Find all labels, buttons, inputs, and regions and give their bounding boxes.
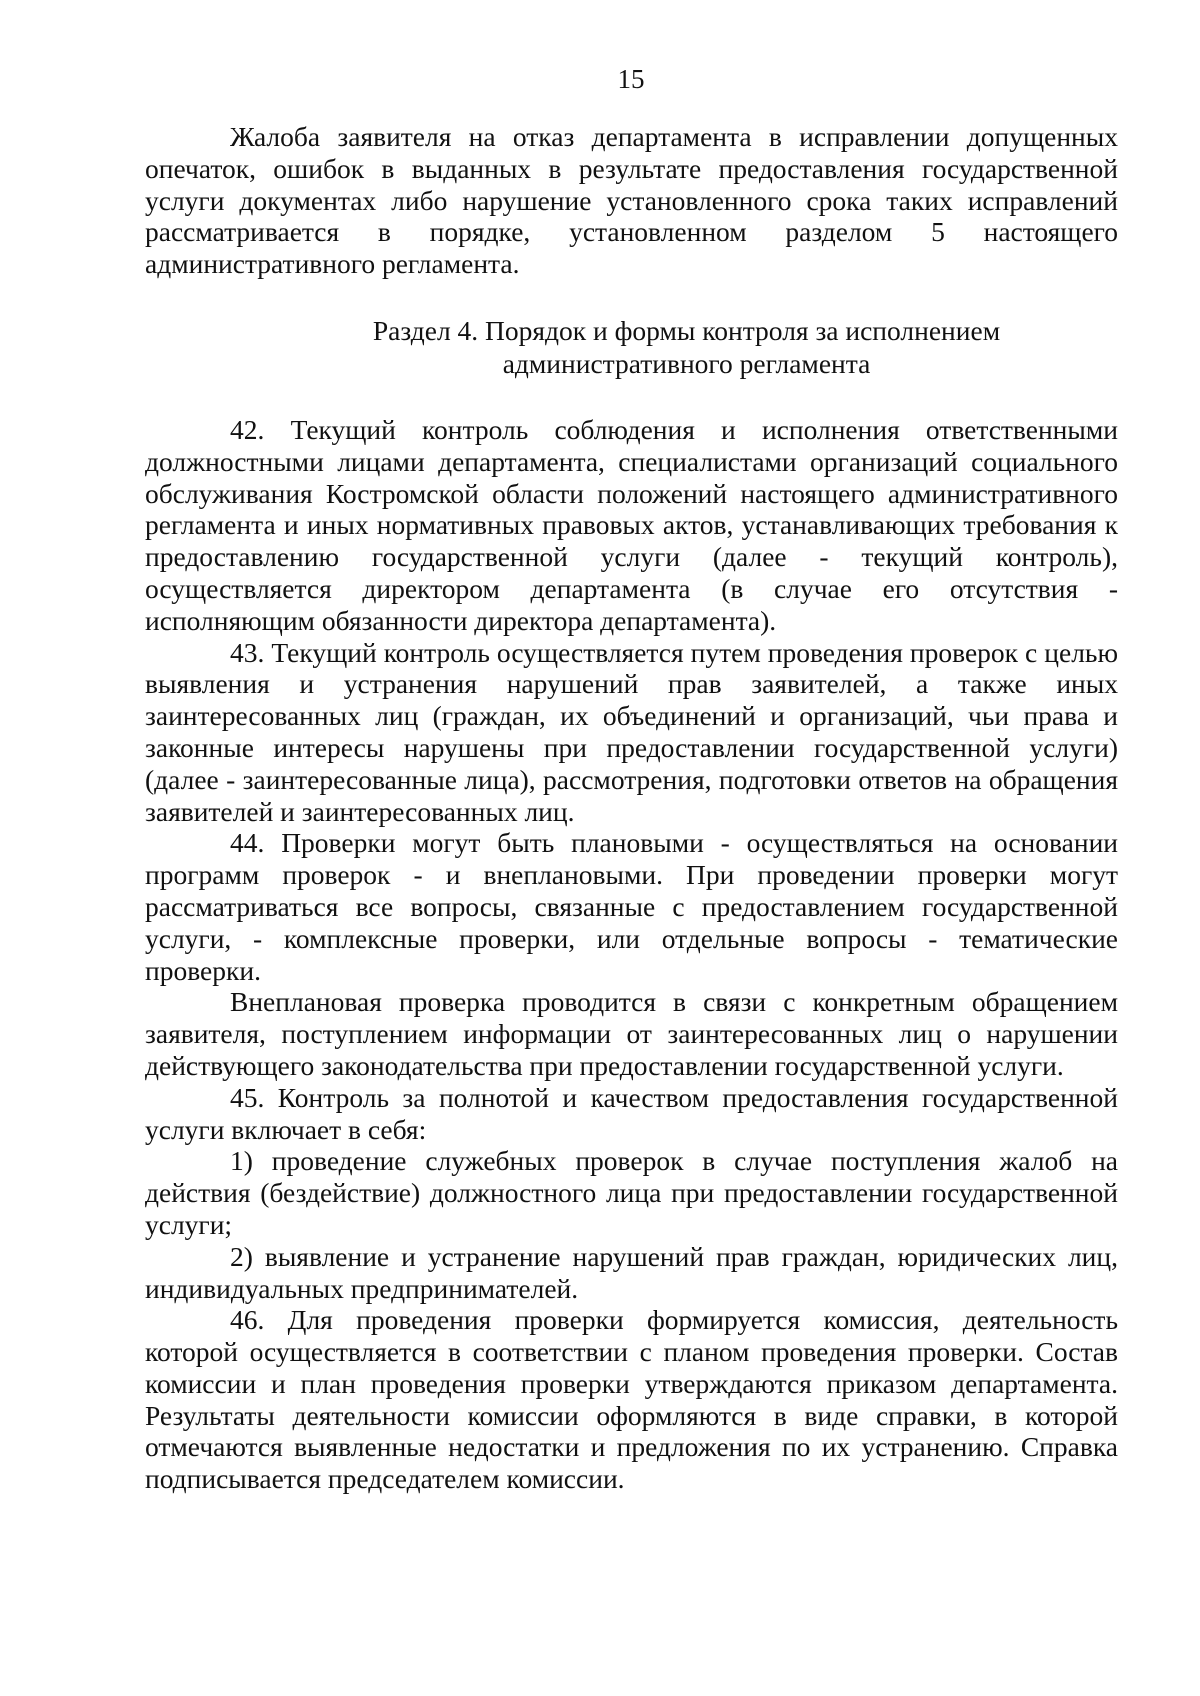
section-heading-line-2: административного регламента [502, 347, 871, 379]
paragraph-45-item-2: 2) выявление и устранение нарушений прав граждан, юридических лиц, индивидуальных предпринимателей. [145, 1240, 1118, 1304]
section-heading-line-1: Раздел 4. Порядок и формы контроля за исполнением [372, 314, 1001, 346]
page-number: 15 [617, 64, 645, 94]
section-heading [145, 314, 1118, 380]
paragraph-43: 43. Текущий контроль осуществляется путем проведения проверок с целью выявления и устранения нарушений прав заявителей, а также иных заинтересованных лиц (граждан, их объединений и организаций, чьи права и законные интересы нарушены при предоставлении государственной услуги) (далее - заинтересованные лица), рассмотрения, подготовки ответов на обращения заявителей и заинтересованных лиц. [145, 636, 1118, 827]
document-body [145, 121, 1118, 1495]
paragraph-45: 45. Контроль за полнотой и качеством предоставления государственной услуги включает в себя: [145, 1081, 1118, 1145]
paragraph-46: 46. Для проведения проверки формируется комиссия, деятельность которой осуществляется в соответствии с планом проведения проверки. Состав комиссии и план проведения проверки утверждаются приказом департамента. Результаты деятельности комиссии оформляются в виде справки, в которой отмечаются выявленные недостатки и предложения по их устранению. Справка подписывается председателем комиссии. [145, 1304, 1118, 1495]
paragraph-44: 44. Проверки могут быть плановыми - осуществляться на основании программ проверок - и внеплановыми. При проведении проверки могут рассматриваться все вопросы, связанные с предоставлением государственной услуги, - комплексные проверки, или отдельные вопросы - тематические проверки. [145, 827, 1118, 986]
paragraph-unscheduled-check: Внеплановая проверка проводится в связи с конкретным обращением заявителя, поступлением информации от заинтересованных лиц о нарушении действующего законодательства при предоставлении государственной услуги. [145, 986, 1118, 1081]
paragraph-complaint: Жалоба заявителя на отказ департамента в исправлении допущенных опечаток, ошибок в выданных в результате предоставления государственной услуги документах либо нарушение установленного срока таких исправлений рассматривается в порядке, установленном разделом 5 настоящего административного регламента. [145, 121, 1118, 280]
paragraph-42: 42. Текущий контроль соблюдения и исполнения ответственными должностными лицами департамента, специалистами организаций социального обслуживания Костромской области положений настоящего административного регламента и иных нормативных правовых актов, устанавливающих требования к предоставлению государственной услуги (далее - текущий контроль), осуществляется директором департамента (в случае его отсутствия - исполняющим обязанности директора департамента). [145, 413, 1118, 636]
paragraph-45-item-1: 1) проведение служебных проверок в случае поступления жалоб на действия (бездействие) должностного лица при предоставлении государственной услуги; [145, 1145, 1118, 1240]
